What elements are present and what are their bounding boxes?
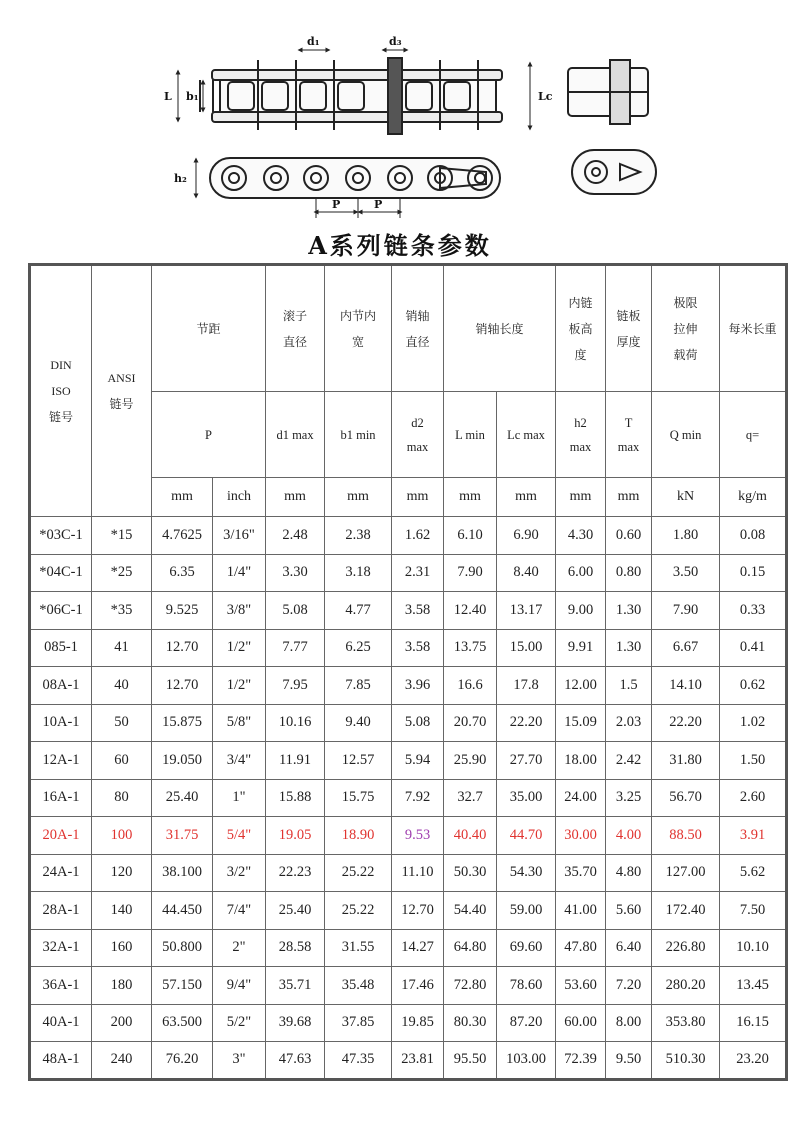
table-cell: 13.75: [444, 629, 497, 667]
sym-Q: Q min: [652, 392, 720, 478]
table-cell: 60: [92, 742, 152, 780]
table-cell: 32A-1: [30, 929, 92, 967]
table-cell: 12A-1: [30, 742, 92, 780]
sym-b1: b1 min: [325, 392, 392, 478]
table-cell: 20A-1: [30, 817, 92, 855]
table-row: [30, 704, 787, 742]
table-cell: 64.80: [444, 929, 497, 967]
table-cell: 87.20: [497, 1004, 556, 1042]
table-cell: *03C-1: [30, 517, 92, 555]
chain-technical-drawings: [0, 0, 800, 232]
table-cell: 9.91: [556, 629, 606, 667]
table-cell: 16.15: [720, 1004, 787, 1042]
table-cell: 08A-1: [30, 667, 92, 705]
table-cell: 7.92: [392, 779, 444, 817]
table-cell: 1.30: [606, 629, 652, 667]
label-Lc: Lc: [538, 90, 553, 103]
table-cell: 15.88: [266, 779, 325, 817]
table-cell: 39.68: [266, 1004, 325, 1042]
table-cell: 7.20: [606, 967, 652, 1005]
table-cell: 31.80: [652, 742, 720, 780]
table-cell: 41.00: [556, 892, 606, 930]
table-row: [30, 742, 787, 780]
table-cell: 11.91: [266, 742, 325, 780]
table-row: [30, 817, 787, 855]
sym-L: L min: [444, 392, 497, 478]
table-cell: 0.80: [606, 554, 652, 592]
header-pitch: 节距: [152, 265, 266, 392]
table-cell: 8.40: [497, 554, 556, 592]
table-cell: 127.00: [652, 854, 720, 892]
table-cell: 37.85: [325, 1004, 392, 1042]
table-cell: 54.30: [497, 854, 556, 892]
table-cell: 63.500: [152, 1004, 213, 1042]
table-cell: 226.80: [652, 929, 720, 967]
table-row: [30, 929, 787, 967]
chain-side-view: [200, 58, 502, 134]
header-roller-dia: 滚子 直径: [266, 265, 325, 392]
table-cell: 15.09: [556, 704, 606, 742]
header-inner-width: 内节内 宽: [325, 265, 392, 392]
table-cell: 4.00: [606, 817, 652, 855]
unit-cell: mm: [325, 478, 392, 517]
table-cell: 23.81: [392, 1042, 444, 1080]
label-p2: P: [374, 198, 383, 211]
table-cell: 4.7625: [152, 517, 213, 555]
table-cell: 32.7: [444, 779, 497, 817]
table-row: [30, 1004, 787, 1042]
table-cell: 2": [213, 929, 266, 967]
table-cell: 510.30: [652, 1042, 720, 1080]
header-weight: 每米长重: [720, 265, 787, 392]
table-cell: 11.10: [392, 854, 444, 892]
table-cell: *25: [92, 554, 152, 592]
table-cell: 4.30: [556, 517, 606, 555]
table-cell: 15.00: [497, 629, 556, 667]
table-cell: 10A-1: [30, 704, 92, 742]
table-cell: 5/2": [213, 1004, 266, 1042]
table-cell: 12.57: [325, 742, 392, 780]
table-cell: 88.50: [652, 817, 720, 855]
table-cell: 6.35: [152, 554, 213, 592]
table-cell: *04C-1: [30, 554, 92, 592]
table-cell: 3.25: [606, 779, 652, 817]
label-h2: h₂: [174, 172, 187, 185]
table-cell: 280.20: [652, 967, 720, 1005]
table-cell: 3.58: [392, 592, 444, 630]
table-cell: 2.60: [720, 779, 787, 817]
table-cell: 30.00: [556, 817, 606, 855]
table-cell: 15.875: [152, 704, 213, 742]
table-cell: 22.23: [266, 854, 325, 892]
table-cell: 240: [92, 1042, 152, 1080]
table-cell: 16.6: [444, 667, 497, 705]
table-cell: 50.30: [444, 854, 497, 892]
table-cell: *35: [92, 592, 152, 630]
table-cell: 1.30: [606, 592, 652, 630]
table-cell: 22.20: [652, 704, 720, 742]
table-cell: 4.77: [325, 592, 392, 630]
table-cell: 47.63: [266, 1042, 325, 1080]
table-cell: 36A-1: [30, 967, 92, 1005]
table-row: [30, 667, 787, 705]
header-ansi: ANSI 链号: [92, 265, 152, 517]
table-cell: 5.08: [266, 592, 325, 630]
table-cell: 25.22: [325, 854, 392, 892]
header-plate-thickness: 链板 厚度: [606, 265, 652, 392]
table-cell: 10.10: [720, 929, 787, 967]
table-cell: 50: [92, 704, 152, 742]
table-cell: 0.15: [720, 554, 787, 592]
table-cell: 180: [92, 967, 152, 1005]
label-d3: d₃: [389, 35, 402, 48]
table-row: [30, 629, 787, 667]
table-cell: 60.00: [556, 1004, 606, 1042]
unit-cell: mm: [497, 478, 556, 517]
table-cell: 24A-1: [30, 854, 92, 892]
table-cell: 1.5: [606, 667, 652, 705]
table-cell: 78.60: [497, 967, 556, 1005]
table-cell: 35.70: [556, 854, 606, 892]
table-cell: 5.08: [392, 704, 444, 742]
table-cell: 56.70: [652, 779, 720, 817]
table-cell: 13.17: [497, 592, 556, 630]
table-row: [30, 592, 787, 630]
table-cell: 31.55: [325, 929, 392, 967]
table-cell: 7.85: [325, 667, 392, 705]
table-cell: 1.50: [720, 742, 787, 780]
table-cell: 19.05: [266, 817, 325, 855]
table-cell: 1.62: [392, 517, 444, 555]
header-plate-height: 内链 板高 度: [556, 265, 606, 392]
unit-cell: mm: [556, 478, 606, 517]
table-cell: 3/4": [213, 742, 266, 780]
table-cell: 25.40: [266, 892, 325, 930]
table-cell: 353.80: [652, 1004, 720, 1042]
table-cell: 120: [92, 854, 152, 892]
table-cell: 5/8": [213, 704, 266, 742]
unit-cell: mm: [152, 478, 213, 517]
table-cell: 3.50: [652, 554, 720, 592]
table-cell: 28.58: [266, 929, 325, 967]
table-cell: 35.00: [497, 779, 556, 817]
table-cell: 9.53: [392, 817, 444, 855]
table-cell: 3.30: [266, 554, 325, 592]
table-cell: 80.30: [444, 1004, 497, 1042]
unit-cell: mm: [606, 478, 652, 517]
table-cell: 38.100: [152, 854, 213, 892]
table-cell: 7.90: [444, 554, 497, 592]
table-cell: 13.45: [720, 967, 787, 1005]
table-cell: 40.40: [444, 817, 497, 855]
table-cell: 28A-1: [30, 892, 92, 930]
sym-h2: h2 max: [556, 392, 606, 478]
table-cell: 7/4": [213, 892, 266, 930]
table-cell: 3.96: [392, 667, 444, 705]
table-cell: 19.85: [392, 1004, 444, 1042]
table-row: [30, 779, 787, 817]
sym-q: q=: [720, 392, 787, 478]
table-cell: 35.48: [325, 967, 392, 1005]
table-cell: 48A-1: [30, 1042, 92, 1080]
sym-T: T max: [606, 392, 652, 478]
table-cell: 7.50: [720, 892, 787, 930]
table-cell: 14.10: [652, 667, 720, 705]
table-cell: 72.80: [444, 967, 497, 1005]
table-cell: 9.50: [606, 1042, 652, 1080]
table-cell: 47.35: [325, 1042, 392, 1080]
table-cell: 6.00: [556, 554, 606, 592]
table-cell: 25.40: [152, 779, 213, 817]
unit-cell: mm: [392, 478, 444, 517]
table-cell: 085-1: [30, 629, 92, 667]
table-cell: 2.38: [325, 517, 392, 555]
label-p1: P: [332, 198, 341, 211]
table-cell: 3.18: [325, 554, 392, 592]
chain-end-plate-view: [572, 150, 656, 194]
table-cell: 59.00: [497, 892, 556, 930]
table-cell: 3": [213, 1042, 266, 1080]
table-cell: 12.70: [152, 629, 213, 667]
table-cell: 12.40: [444, 592, 497, 630]
table-cell: 8.00: [606, 1004, 652, 1042]
table-cell: 172.40: [652, 892, 720, 930]
unit-cell: kg/m: [720, 478, 787, 517]
table-cell: 20.70: [444, 704, 497, 742]
unit-cell: inch: [213, 478, 266, 517]
table-cell: 1.80: [652, 517, 720, 555]
table-cell: 6.25: [325, 629, 392, 667]
table-cell: 72.39: [556, 1042, 606, 1080]
sym-d1: d1 max: [266, 392, 325, 478]
table-cell: 44.450: [152, 892, 213, 930]
table-cell: 9/4": [213, 967, 266, 1005]
table-row: [30, 967, 787, 1005]
table-cell: 9.00: [556, 592, 606, 630]
header-row-names: [30, 265, 787, 392]
table-cell: 9.525: [152, 592, 213, 630]
table-cell: 140: [92, 892, 152, 930]
table-cell: 0.62: [720, 667, 787, 705]
table-cell: 10.16: [266, 704, 325, 742]
table-cell: 12.70: [152, 667, 213, 705]
header-pin-length: 销轴长度: [444, 265, 556, 392]
table-row: [30, 554, 787, 592]
header-pin-dia: 销轴 直径: [392, 265, 444, 392]
table-row: [30, 854, 787, 892]
table-cell: 3/16": [213, 517, 266, 555]
table-cell: 69.60: [497, 929, 556, 967]
table-cell: 6.90: [497, 517, 556, 555]
table-cell: 44.70: [497, 817, 556, 855]
table-cell: 2.03: [606, 704, 652, 742]
table-cell: 80: [92, 779, 152, 817]
table-cell: 0.60: [606, 517, 652, 555]
table-cell: 6.10: [444, 517, 497, 555]
table-cell: 3.91: [720, 817, 787, 855]
table-cell: 95.50: [444, 1042, 497, 1080]
table-cell: 0.33: [720, 592, 787, 630]
table-cell: 6.40: [606, 929, 652, 967]
table-cell: 2.48: [266, 517, 325, 555]
table-cell: *06C-1: [30, 592, 92, 630]
table-cell: 18.90: [325, 817, 392, 855]
table-cell: 17.8: [497, 667, 556, 705]
table-cell: 1/2": [213, 629, 266, 667]
sym-p: P: [152, 392, 266, 478]
table-cell: 5.94: [392, 742, 444, 780]
table-cell: 40: [92, 667, 152, 705]
table-cell: 2.31: [392, 554, 444, 592]
table-cell: 14.27: [392, 929, 444, 967]
table-cell: 2.42: [606, 742, 652, 780]
table-cell: 25.90: [444, 742, 497, 780]
table-cell: 53.60: [556, 967, 606, 1005]
table-row: [30, 1042, 787, 1080]
table-cell: 5.60: [606, 892, 652, 930]
sym-Lc: Lc max: [497, 392, 556, 478]
table-cell: 5/4": [213, 817, 266, 855]
unit-cell: kN: [652, 478, 720, 517]
table-cell: 1/4": [213, 554, 266, 592]
chain-spec-table: [28, 263, 788, 1081]
header-din-iso: DIN ISO 链号: [30, 265, 92, 517]
table-cell: 1/2": [213, 667, 266, 705]
table-cell: 54.40: [444, 892, 497, 930]
table-cell: 3/2": [213, 854, 266, 892]
table-cell: 50.800: [152, 929, 213, 967]
table-cell: 40A-1: [30, 1004, 92, 1042]
table-cell: 47.80: [556, 929, 606, 967]
table-cell: 200: [92, 1004, 152, 1042]
table-cell: 100: [92, 817, 152, 855]
table-cell: 7.95: [266, 667, 325, 705]
label-b1: b₁: [186, 90, 199, 103]
table-cell: 27.70: [497, 742, 556, 780]
table-row: [30, 517, 787, 555]
table-cell: 0.08: [720, 517, 787, 555]
table-cell: 76.20: [152, 1042, 213, 1080]
table-cell: 3.58: [392, 629, 444, 667]
table-cell: 4.80: [606, 854, 652, 892]
table-cell: 9.40: [325, 704, 392, 742]
table-cell: 16A-1: [30, 779, 92, 817]
chain-end-view: [568, 60, 648, 124]
label-d1: d₁: [307, 35, 320, 48]
unit-cell: mm: [444, 478, 497, 517]
table-cell: 5.62: [720, 854, 787, 892]
table-cell: 15.75: [325, 779, 392, 817]
chain-top-view: [210, 158, 500, 198]
unit-cell: mm: [266, 478, 325, 517]
label-L: L: [164, 90, 172, 103]
table-cell: 7.77: [266, 629, 325, 667]
table-cell: 160: [92, 929, 152, 967]
table-cell: 103.00: [497, 1042, 556, 1080]
table-cell: 0.41: [720, 629, 787, 667]
table-cell: 1": [213, 779, 266, 817]
table-cell: 3/8": [213, 592, 266, 630]
table-cell: 17.46: [392, 967, 444, 1005]
table-cell: 31.75: [152, 817, 213, 855]
table-row: [30, 892, 787, 930]
table-cell: 23.20: [720, 1042, 787, 1080]
page-title: A系列链条参数: [308, 231, 492, 260]
table-cell: 22.20: [497, 704, 556, 742]
table-cell: 35.71: [266, 967, 325, 1005]
table-cell: 19.050: [152, 742, 213, 780]
table-cell: 12.70: [392, 892, 444, 930]
table-cell: 25.22: [325, 892, 392, 930]
table-cell: 1.02: [720, 704, 787, 742]
table-cell: 12.00: [556, 667, 606, 705]
sym-d2: d2 max: [392, 392, 444, 478]
table-cell: 6.67: [652, 629, 720, 667]
table-cell: *15: [92, 517, 152, 555]
header-tensile: 极限 拉伸 载荷: [652, 265, 720, 392]
table-cell: 24.00: [556, 779, 606, 817]
table-cell: 57.150: [152, 967, 213, 1005]
table-cell: 41: [92, 629, 152, 667]
table-cell: 7.90: [652, 592, 720, 630]
table-cell: 18.00: [556, 742, 606, 780]
